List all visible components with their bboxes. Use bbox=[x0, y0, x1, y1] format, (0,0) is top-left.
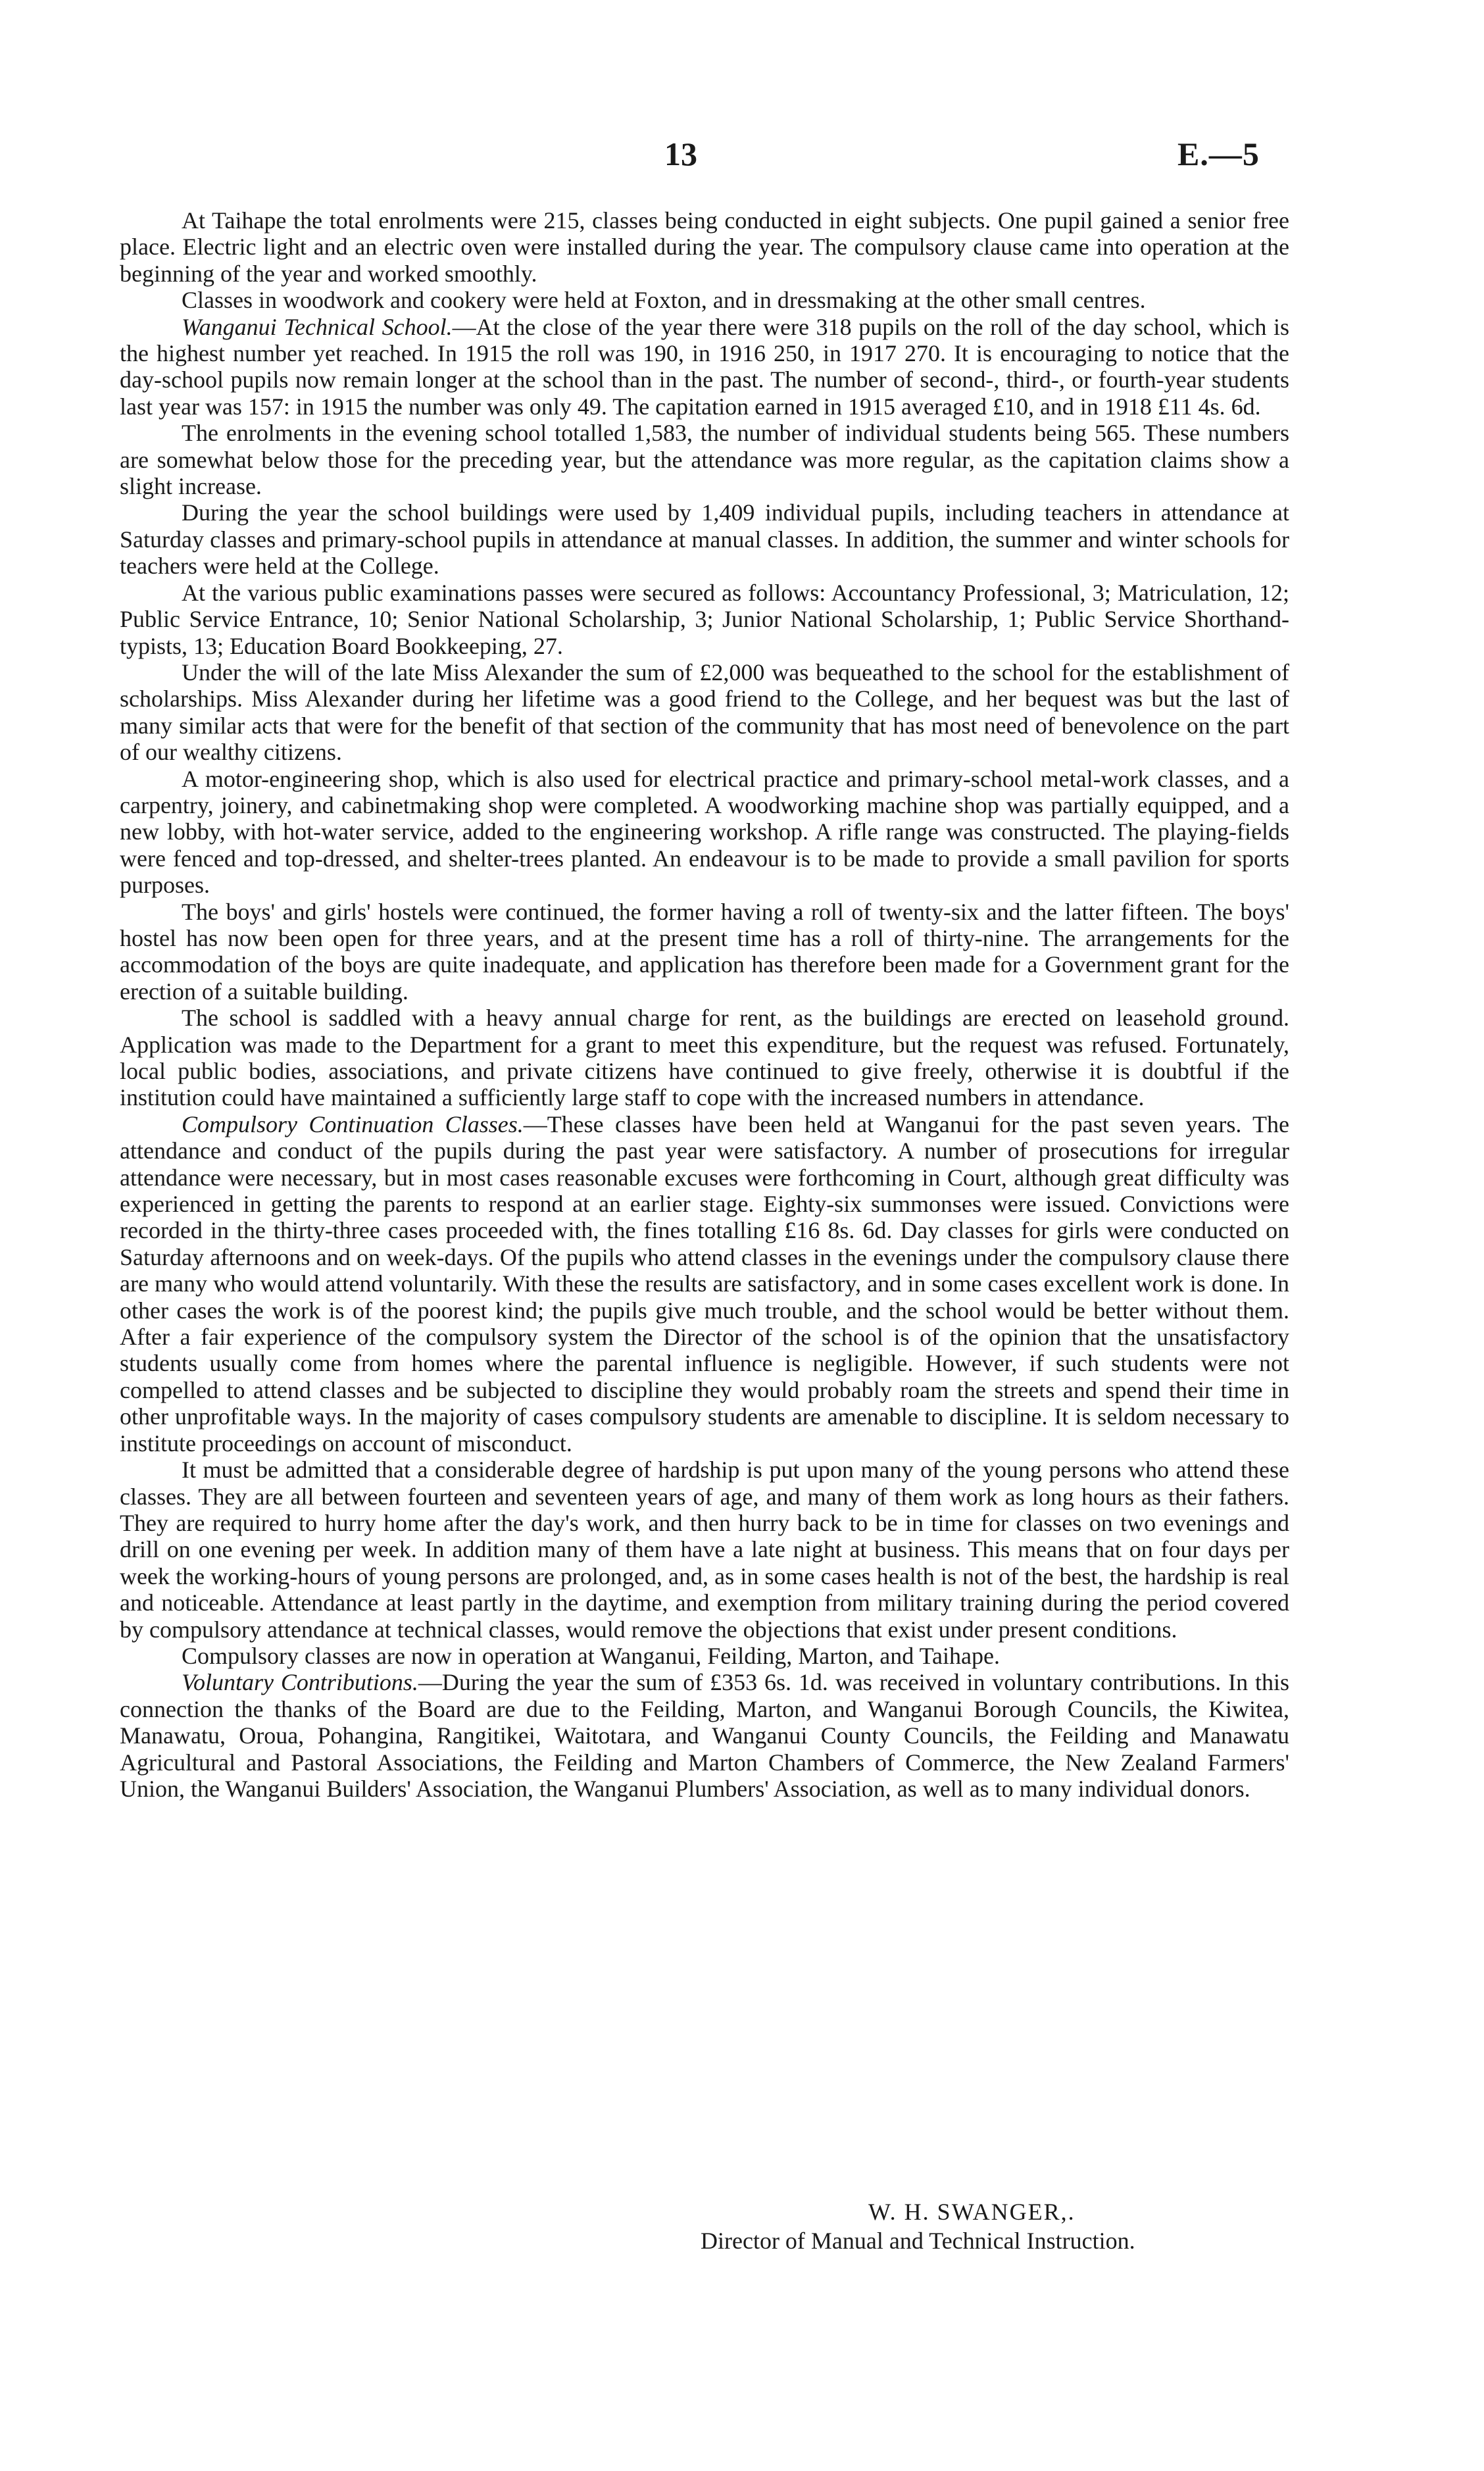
paragraph-lead: Voluntary Contributions. bbox=[182, 1669, 418, 1696]
paragraph-text: The boys' and girls' hostels were continued, the former having a roll of twenty-six and the latter fifteen. The boys' hostel has now been open for three years, and at the present time has a roll of thirty-nine. The arrangements for the accommodation of the boys are quite inadequate, and application has therefore been made for a Government grant for the erection of a suitable building. bbox=[120, 898, 1289, 1005]
paragraph-lead: Compulsory Continuation Classes. bbox=[182, 1111, 524, 1137]
paragraph-buildings-use bbox=[120, 499, 1289, 579]
paragraph-bequest bbox=[120, 659, 1289, 766]
paragraph-text: At the various public examinations passes were secured as follows: Accountancy Professional, 3; Matriculation, 12; Public Service Entrance, 10; Senior National Scholarship, 3; Junior National Scholarship, 1; Public Service Shorthand-typists, 13; Education Board Bookkeeping, 27. bbox=[120, 579, 1289, 659]
report-body bbox=[120, 207, 1289, 1802]
page-number: 13 bbox=[664, 136, 697, 172]
paragraph-text: —These classes have been held at Wanganui for the past seven years. The attendance and conduct of the pupils during the past year were satisfactory. A number of prosecutions for irregular attendance were necessary, but in most cases reasonable excuses were forthcoming in Court, although great difficulty was experienced in getting the parents to respond at an earlier stage. Eighty-six summonses were issued. Convictions were recorded in the thirty-three cases proceeded with, the fines totalling £16 8s. 6d. Day classes for girls were conducted on Saturday afternoons and on week-days. Of the pupils who attend classes in the evenings under the compulsory clause there are many who would attend voluntarily. With these the results are satisfactory, and in some cases excellent work is done. In other cases the work is of the poorest kind; the pupils give much trouble, and the school would be better without them. After a fair experience of the compulsory system the Director of the school is of the opinion that the unsatisfactory students usually come from homes where the parental influence is negligible. However, if such students were not compelled to attend classes and be subjected to discipline they would probably roam the streets and spend their time in other unprofitable ways. In the majority of cases compulsory students are amenable to discipline. It is seldom necessary to institute proceedings on account of misconduct. bbox=[120, 1111, 1289, 1457]
signature-title: Director of Manual and Technical Instruction. bbox=[701, 2228, 1135, 2254]
paragraph-text: Under the will of the late Miss Alexander the sum of £2,000 was bequeathed to the school for the establishment of scholarships. Miss Alexander during her lifetime was a good friend to the College, and her bequest was but the last of many similar acts that were for the benefit of that section of the community that has most need of benevolence on the part of our wealthy citizens. bbox=[120, 659, 1289, 766]
paragraph-wanganui-technical-school bbox=[120, 314, 1289, 420]
paragraph-compulsory-locations bbox=[120, 1643, 1289, 1669]
paragraph-text: The school is saddled with a heavy annual charge for rent, as the buildings are erected on leasehold ground. Application was made to the Department for a grant to meet this expenditure, but the request was refused. Fortunately, local public bodies, associations, and private citizens have continued to give freely, otherwise it is doubtful if the institution could have maintained a sufficiently large staff to cope with the increased numbers in attendance. bbox=[120, 1005, 1289, 1111]
document-reference: E.—5 bbox=[1177, 136, 1260, 172]
paragraph-text: Compulsory classes are now in operation at Wanganui, Feilding, Marton, and Taihape. bbox=[182, 1642, 1000, 1669]
paragraph-text: During the year the school buildings were used by 1,409 individual pupils, including teachers in attendance at Saturday classes and primary-school pupils in attendance at manual classes. In addition, the summer and winter schools for teachers were held at the College. bbox=[120, 499, 1289, 580]
paragraph-text: —At the close of the year there were 318 pupils on the roll of the day school, which is the highest number yet reached. In 1915 the roll was 190, in 1916 250, in 1917 270. It is encouraging to notice that the day-school pupils now remain longer at the school than in the past. The number of second-, third-, or fourth-year students last year was 157: in 1915 the number was only 49. The capitation earned in 1915 averaged £10, and in 1918 £11 4s. 6d. bbox=[120, 313, 1289, 420]
paragraph-text: A motor-engineering shop, which is also used for electrical practice and primary-school metal-work classes, and a carpentry, joinery, and cabinetmaking shop were completed. A woodworking machine shop was partially equipped, and a new lobby, with hot-water service, added to the engineering workshop. A rifle range was constructed. The playing-fields were fenced and top-dressed, and shelter-trees planted. An endeavour is to be made to provide a small pavilion for sports purposes. bbox=[120, 765, 1289, 899]
paragraph-hostels bbox=[120, 899, 1289, 1005]
paragraph-evening-school bbox=[120, 420, 1289, 499]
paragraph-text: —During the year the sum of £353 6s. 1d. was received in voluntary contributions. In this connection the thanks of the Board are due to the Feilding, Marton, and Wanganui Borough Councils, the Kiwitea, Manawatu, Oroua, Pohangina, Rangitikei, Waitotara, and Wanganui County Councils, the Feilding and Manawatu Agricultural and Pastoral Associations, the Feilding and Marton Chambers of Commerce, the New Zealand Farmers' Union, the Wanganui Builders' Association, the Wanganui Plumbers' Association, as well as to many individual donors. bbox=[120, 1669, 1289, 1802]
paragraph-voluntary-contributions bbox=[120, 1669, 1289, 1802]
paragraph-text: The enrolments in the evening school totalled 1,583, the number of individual students being 565. These numbers are somewhat below those for the preceding year, but the attendance was more regular, as the capitation claims show a slight increase. bbox=[120, 420, 1289, 500]
paragraph-rent bbox=[120, 1005, 1289, 1111]
paragraph-lead: Wanganui Technical School. bbox=[182, 313, 453, 340]
paragraph-compulsory-continuation bbox=[120, 1111, 1289, 1457]
paragraph-text: At Taihape the total enrolments were 215, classes being conducted in eight subjects. One pupil gained a senior free place. Electric light and an electric oven were installed during the year. The compulsory clause came into operation at the beginning of the year and worked smoothly. bbox=[120, 207, 1289, 287]
paragraph-text: It must be admitted that a considerable degree of hardship is put upon many of the young persons who attend these classes. They are all between fourteen and seventeen years of age, and many of them work as long hours as their fathers. They are required to hurry home after the day's work, and then hurry back to be in time for classes on two evenings and drill on one evening per week. In addition many of them have a late night at business. This means that on four days per week the working-hours of young persons are prolonged, and, as in some cases health is not of the best, the hardship is real and noticeable. Attendance at least partly in the daytime, and exemption from military training during the period covered by compulsory attendance at technical classes, would remove the objections that exist under present conditions. bbox=[120, 1457, 1289, 1643]
paragraph-text: Classes in woodwork and cookery were held at Foxton, and in dressmaking at the other small centres. bbox=[182, 287, 1146, 314]
paragraph-hardship bbox=[120, 1457, 1289, 1643]
paragraph-taihape bbox=[120, 207, 1289, 287]
paragraph-small-centres bbox=[120, 287, 1289, 313]
paragraph-workshops bbox=[120, 766, 1289, 899]
signature-name: W. H. SWANGER,. bbox=[868, 2199, 1076, 2225]
paragraph-examinations bbox=[120, 580, 1289, 659]
